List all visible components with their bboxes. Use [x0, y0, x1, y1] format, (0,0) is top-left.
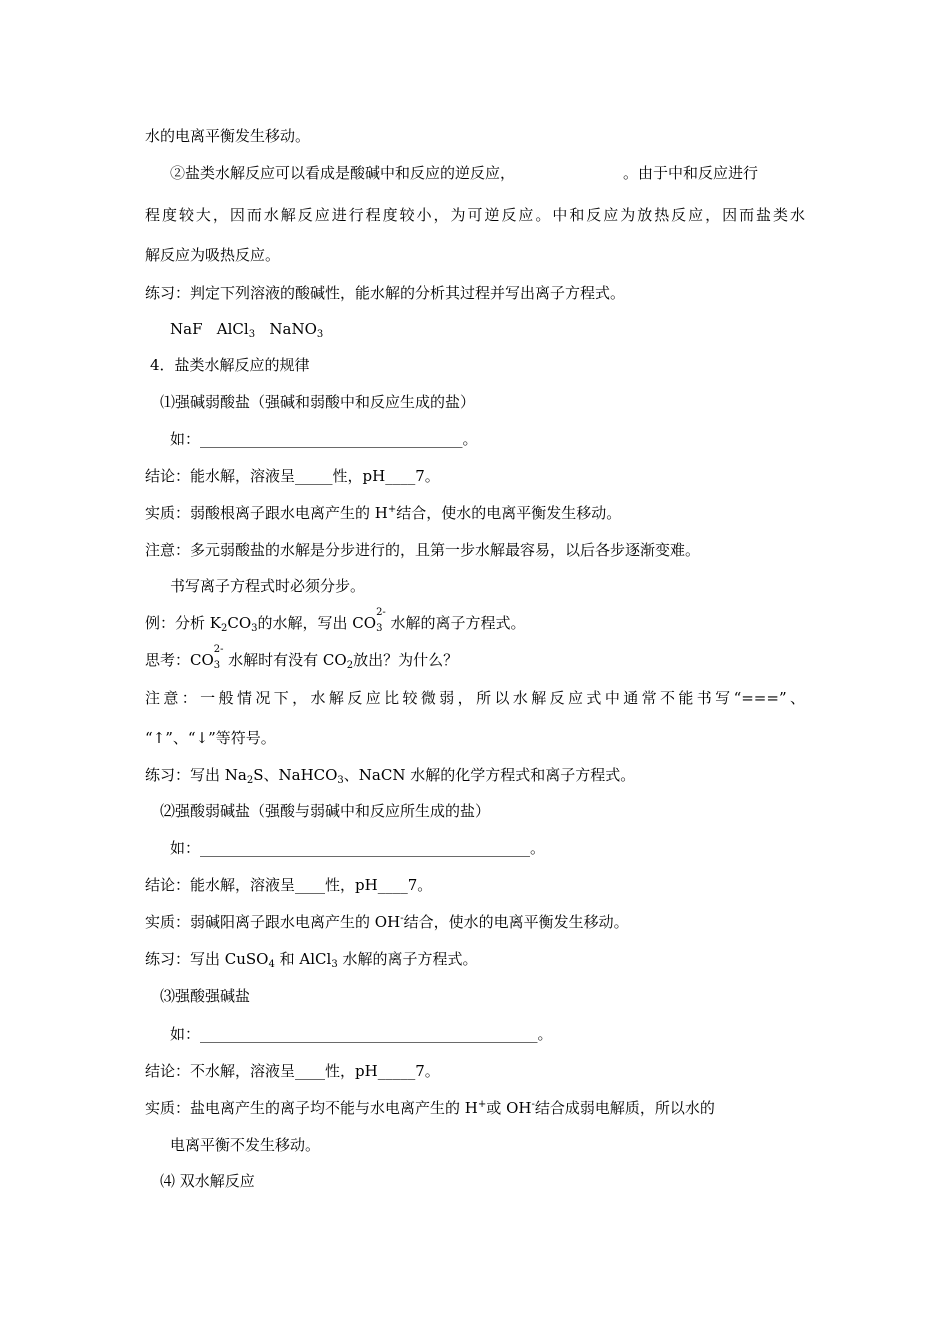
subsection-heading: ⑷ 双水解反应 — [160, 1172, 255, 1190]
text-segment: 。由于中和反应进行 — [623, 164, 759, 182]
text-line: 练习：写出 $Na_2S$、NaHCO$_3$、NaCN 水解的化学方程式和离子方程式。 — [145, 766, 636, 786]
subsection-heading: ⑴强碱弱酸盐（强碱和弱酸中和反应生成的盐） — [160, 393, 476, 411]
formula-ohminus: OH- — [506, 1099, 535, 1117]
text-line: 练习：判定下列溶液的酸碱性，能水解的分析其过程并写出离子方程式。 — [145, 284, 626, 302]
text-line: 例：分析 $K_2CO_3$的水解，写出 $CO_3$ 2- 水解的离子方程式。 — [145, 607, 526, 634]
conclusion-line: 结论：不水解，溶液呈____性，pH_____7。 — [145, 1062, 440, 1080]
formula-hplus: H+ — [374, 504, 397, 522]
text-line: 实质：弱酸根离子跟水电离产生的 H+结合，使水的电离平衡发生移动。 — [145, 504, 622, 522]
section-heading: 4．盐类水解反应的规律 — [150, 356, 310, 374]
conclusion-line: 结论：能水解，溶液呈_____性，pH____7。 — [145, 467, 440, 485]
text-line: 实质：盐电离产生的离子均不能与水电离产生的 H+或 OH-结合成弱电解质，所以水的 — [145, 1099, 715, 1117]
text-line: “↑”、“↓”等符号。 — [145, 729, 276, 747]
formula-ohminus: OH- — [374, 913, 404, 931]
text-segment: ②盐类水解反应可以看成是酸碱中和反应的逆反应， — [170, 164, 516, 182]
text-line: 电离平衡不发生移动。 — [170, 1136, 321, 1154]
text-line — [170, 163, 758, 183]
formula-nano3: NaNO$_3$ — [269, 320, 324, 340]
text-line: 实质：弱碱阳离子跟水电离产生的 OH-结合，使水的电离平衡发生移动。 — [145, 913, 629, 931]
text-line: 水的电离平衡发生移动。 — [145, 127, 311, 145]
text-line: 练习：写出 CuSO$_4$ 和 AlCl$_3$ 水解的离子方程式。 — [145, 950, 478, 970]
text-line: 书写离子方程式时必须分步。 — [170, 577, 366, 595]
text-line: 如：____________________________________________。 — [170, 839, 546, 857]
salt-list — [170, 319, 323, 339]
formula-naf: NaF — [170, 320, 203, 338]
subsection-heading: ⑶强酸强碱盐 — [160, 987, 251, 1005]
text-line: 解反应为吸热反应。 — [145, 246, 281, 264]
text-line: 程度较大，因而水解反应进行程度较小，为可逆反应。中和反应为放热反应，因而盐类水 — [145, 206, 805, 224]
text-line: 注意：多元弱酸盐的水解是分步进行的，且第一步水解最容易，以后各步逐渐变难。 — [145, 541, 701, 559]
text-line: 思考：$CO_3$ 2- 水解时有没有 $CO_2$放出？为什么？ — [145, 644, 459, 671]
subsection-heading: ⑵强酸弱碱盐（强酸与弱碱中和反应所生成的盐） — [160, 802, 491, 820]
text-line: 如：_____________________________________________。 — [170, 1025, 553, 1043]
formula-hplus: H+ — [464, 1099, 487, 1117]
text-line: 如：___________________________________。 — [170, 430, 478, 448]
text-line: 注意：一般情况下，水解反应比较微弱，所以水解反应式中通常不能书写“===”、 — [145, 689, 805, 707]
conclusion-line: 结论：能水解，溶液呈____性，pH____7。 — [145, 876, 433, 894]
formula-alcl3: AlCl$_3$ — [216, 320, 256, 340]
